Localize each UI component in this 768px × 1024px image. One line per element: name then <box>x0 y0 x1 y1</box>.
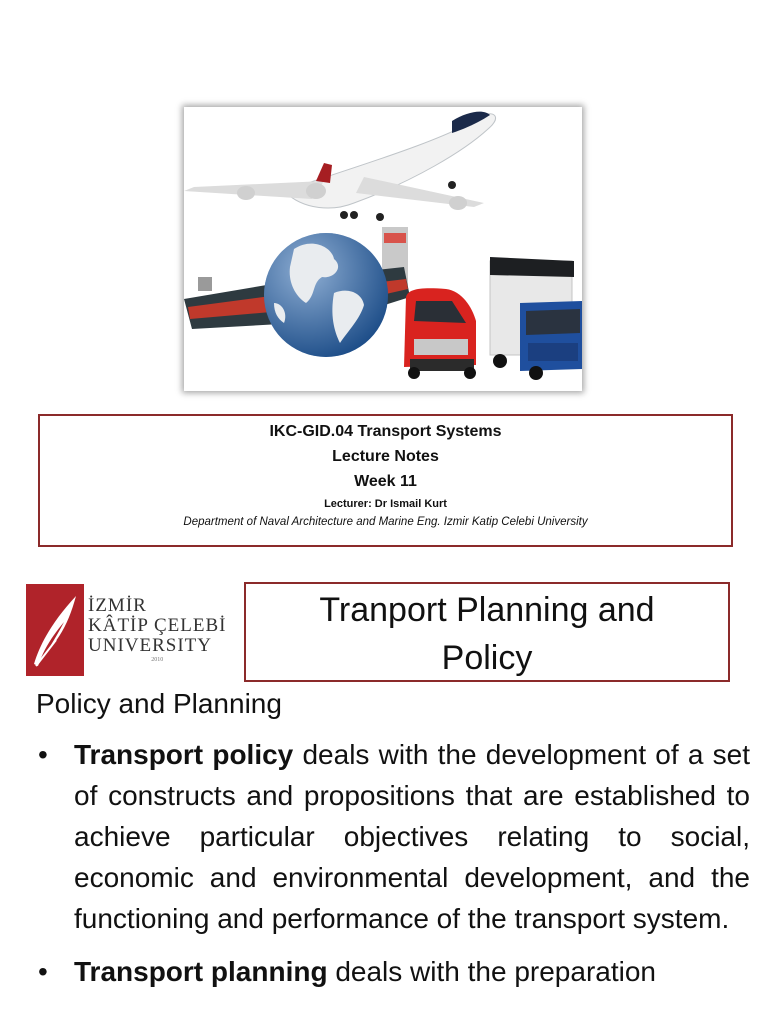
university-logo <box>26 584 227 678</box>
quill-feather-icon <box>26 584 84 676</box>
slide-title-box <box>244 582 730 682</box>
section-heading: Policy and Planning <box>36 688 282 719</box>
bullet-list <box>36 734 750 1004</box>
course-info-box <box>38 414 733 547</box>
bullet-term: Transport policy <box>74 739 294 770</box>
bullet-term: Transport planning <box>74 956 328 987</box>
slide-title-line-1: Tranport Planning and <box>319 591 655 629</box>
week-label: Week 11 <box>354 473 417 490</box>
logo-line-izmir: İZMİR <box>88 595 147 616</box>
bullet-item <box>36 951 750 992</box>
bullet-item <box>36 734 750 939</box>
van-icon <box>404 288 476 379</box>
transport-modes-illustration-icon <box>184 107 582 391</box>
university-name <box>88 596 226 664</box>
bullet-dot-icon: • <box>38 739 48 770</box>
course-code-title: IKC-GID.04 Transport Systems <box>269 423 502 440</box>
department-label: Department of Naval Architecture and Marine Eng. Izmir Katip Celebi University <box>183 516 588 528</box>
globe-icon <box>264 233 388 357</box>
logo-year: 2010 <box>151 657 164 663</box>
bullet-dot-icon: • <box>38 956 48 987</box>
truck-icon <box>490 257 582 380</box>
logo-line-university: UNIVERSITY <box>88 635 212 656</box>
lecture-notes-label: Lecture Notes <box>332 448 439 465</box>
bullet-text: deals with the development of a set of constructs and propositions that are established to achieve particular objectives relating to social, economic and environmental development, and the functioning and performance of the transport system. <box>74 739 751 934</box>
lecturer-label: Lecturer: Dr Ismail Kurt <box>324 498 447 510</box>
bullet-text: deals with the preparation <box>327 956 656 987</box>
airplane-icon <box>184 112 496 221</box>
transport-modes-illustration <box>184 107 582 391</box>
slide-title-line-2: Policy <box>441 639 533 677</box>
logo-line-katip-celebi: KÂTİP ÇELEBİ <box>88 615 227 636</box>
